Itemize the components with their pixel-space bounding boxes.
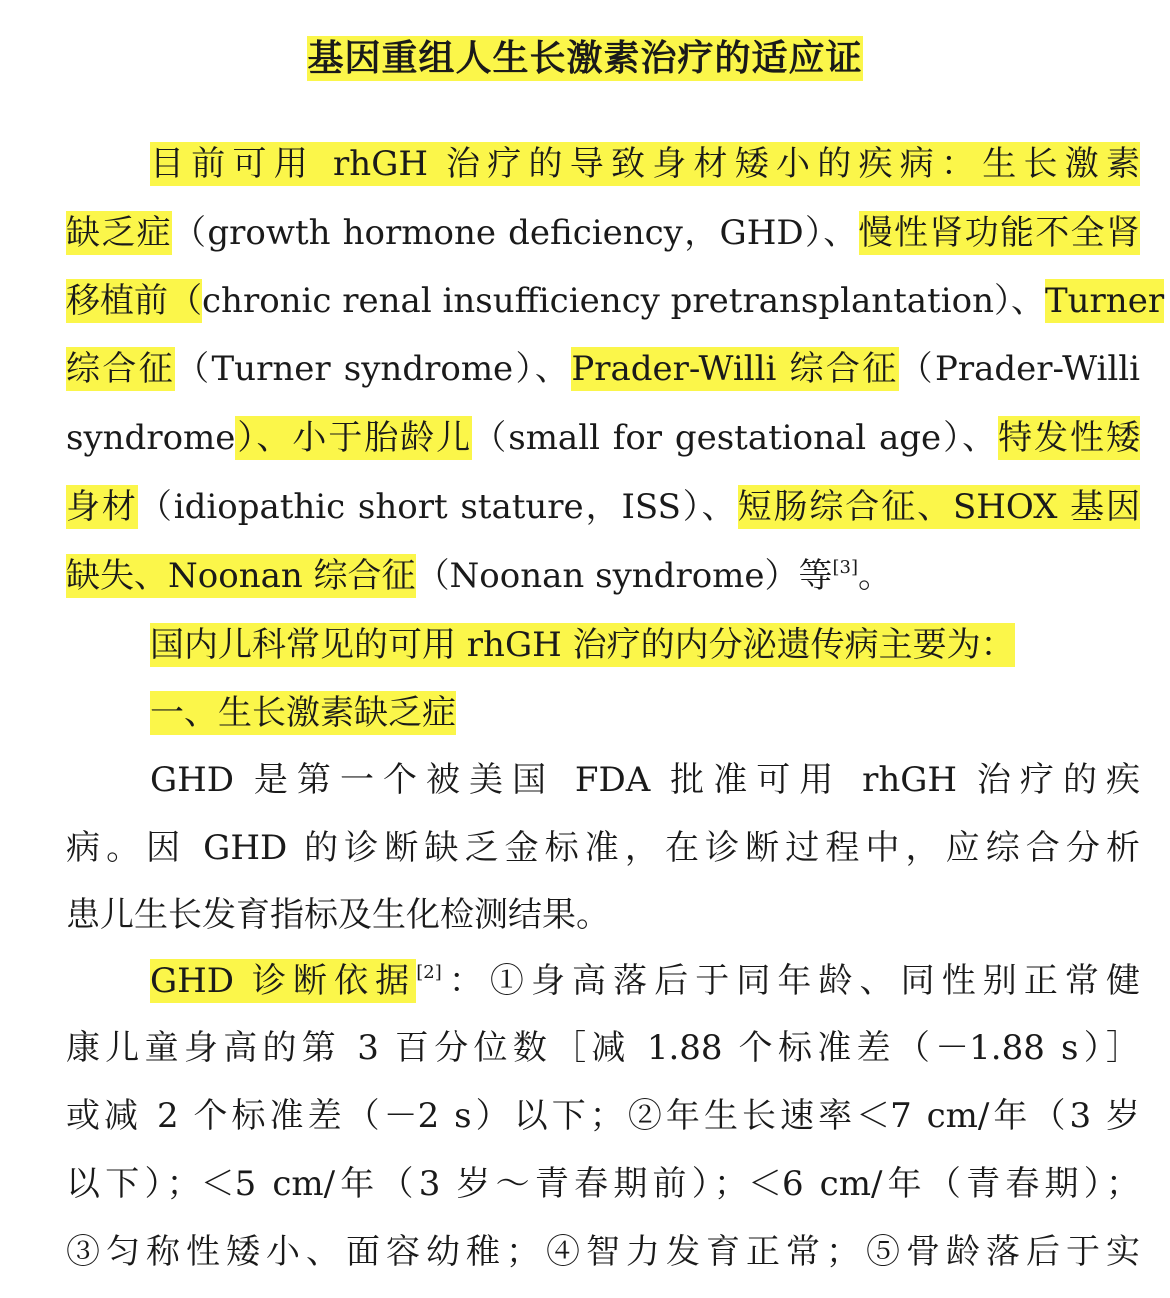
body-text: （idiopathic short stature，ISS）、: [137, 487, 738, 527]
para1-line6: [66, 479, 1140, 535]
highlight: 综合征: [66, 349, 176, 389]
para3-line3: 患儿生长发育指标及生化检测结果。: [66, 895, 610, 935]
page-title: [0, 30, 1170, 81]
reference-marker: [2]: [416, 962, 442, 983]
body-text: （growth hormone deficiency，GHD）、: [172, 213, 859, 253]
para4-line5: ③匀称性矮小、面容幼稚；④智力发育正常；⑤骨龄落后于实: [66, 1232, 1140, 1272]
para1-line1: [150, 136, 1140, 192]
para3-line1: GHD 是第一个被美国 FDA 批准可用 rhGH 治疗的疾: [150, 760, 1140, 800]
para3-line2: 病。因 GHD 的诊断缺乏金标准，在诊断过程中，应综合分析: [66, 828, 1140, 868]
para4-line2: 康儿童身高的第 3 百分位数［减 1.88 个标准差（－1.88 s）］: [66, 1028, 1140, 1068]
para1-line3: [66, 273, 1165, 329]
title-highlight: 基因重组人生长激素治疗的适应证: [307, 38, 863, 79]
highlight: 国内儿科常见的可用 rhGH 治疗的内分泌遗传病主要为：: [150, 625, 1015, 665]
body-text: （Turner syndrome）、: [175, 349, 572, 389]
para1-line5: [66, 410, 1140, 466]
body-text: 。: [858, 556, 893, 596]
highlight: 一、生长激素缺乏症: [150, 693, 456, 733]
highlight: 缺乏症: [66, 213, 173, 253]
para2-line1: [150, 617, 1140, 673]
para1-line2: [66, 205, 1140, 261]
highlight: Turner: [1044, 281, 1165, 321]
para4-line3: 或减 2 个标准差（－2 s）以下；②年生长速率＜7 cm/年（3 岁: [66, 1096, 1140, 1136]
para4-line1: [150, 953, 1140, 1009]
para4-line4: 以下）；＜5 cm/年（3 岁～青春期前）；＜6 cm/年（青春期）；: [66, 1164, 1140, 1204]
body-text: （Prader-Willi: [898, 349, 1141, 389]
body-text: ：①身高落后于同年龄、同性别正常健: [441, 961, 1140, 1001]
para1-line4: [66, 341, 1140, 397]
body-text: syndrome: [66, 418, 236, 458]
highlight: 身材: [66, 487, 138, 527]
highlight: GHD 诊断依据: [150, 961, 417, 1001]
section-heading: [150, 685, 1140, 741]
para1-line7: [66, 548, 1140, 604]
body-text: chronic renal insufficiency pretransplantation）、: [202, 281, 1045, 321]
reference-marker: [3]: [832, 557, 859, 578]
highlight: Prader-Willi 综合征: [571, 349, 899, 389]
highlight: 目前可用 rhGH 治疗的导致身材矮小的疾病：生长激素: [150, 144, 1140, 184]
highlight: 特发性矮: [998, 418, 1141, 458]
body-text: （Noonan syndrome）等: [415, 556, 833, 596]
highlight: 缺失、Noonan 综合征: [66, 556, 416, 596]
body-text: （small for gestational age）、: [472, 418, 999, 458]
highlight: 慢性肾功能不全肾: [858, 213, 1141, 253]
highlight: 短肠综合征、SHOX 基因: [737, 487, 1141, 527]
highlight: ）、小于胎龄儿: [235, 418, 473, 458]
highlight: 移植前（: [66, 281, 202, 321]
